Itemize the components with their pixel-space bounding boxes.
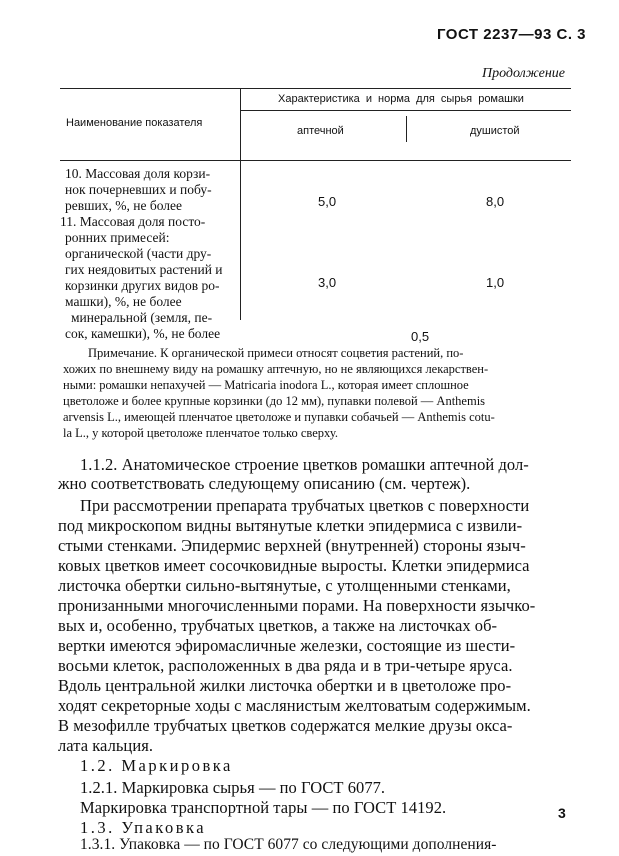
row-text-line: 11. Массовая доля посто- bbox=[60, 214, 206, 229]
subheader-fragrant: душистой bbox=[470, 125, 520, 137]
standard-header: ГОСТ 2237—93 С. 3 bbox=[437, 26, 586, 43]
row-text-line: минеральной (земля, пе- bbox=[71, 310, 213, 325]
section-121b: Маркировка транспортной тары — по ГОСТ 14192. bbox=[80, 798, 447, 817]
group-header: Характеристика и норма для сырья ромашки bbox=[278, 93, 524, 105]
body-line: жно соответствовать следующему описанию (см. чертеж). bbox=[58, 474, 471, 493]
body-line: 1.1.2. Анатомическое строение цветков ромашки аптечной дол- bbox=[80, 455, 529, 474]
table-header-rule bbox=[60, 160, 571, 161]
value-row10-fragrant: 8,0 bbox=[486, 194, 505, 209]
row-text-line: нок почерневших и побу- bbox=[65, 182, 212, 197]
table-subcol-divider bbox=[406, 116, 407, 142]
note-line: цветоложе и более крупные корзинки (до 12 мм), пупавки полевой — Anthemis bbox=[63, 394, 486, 408]
body-line: В мезофилле трубчатых цветков содержатся мелкие друзы окса- bbox=[58, 716, 513, 735]
continuation-label: Продолжение bbox=[482, 66, 565, 81]
note-line: arvensis L., имеющей пленчатое цветоложе и пупавки собачьей — Anthemis cotu- bbox=[63, 410, 495, 424]
note-line: Примечание. К органической примеси относят соцветия растений, по- bbox=[88, 346, 464, 360]
note-line: ными: ромашки непахучей — Matricaria inodora L., которая имеет сплошное bbox=[63, 378, 469, 392]
value-mineral-common: 0,5 bbox=[411, 329, 430, 344]
row-text-line: ревших, %, не более bbox=[65, 198, 182, 213]
section-121: 1.2.1. Маркировка сырья — по ГОСТ 6077. bbox=[80, 778, 386, 797]
table-top-rule bbox=[60, 88, 571, 89]
body-line: стыми стенками. Эпидермис верхней (внутренней) стороны языч- bbox=[58, 536, 526, 555]
body-line: При рассмотрении препарата трубчатых цветков с поверхности bbox=[80, 496, 530, 515]
row-text-line: гих неядовитых растений и bbox=[65, 262, 223, 277]
value-organic-fragrant: 1,0 bbox=[486, 275, 505, 290]
body-line: вых и, особенно, трубчатых цветков, а также на листочках об- bbox=[58, 616, 498, 635]
body-line: пронизанными многочисленными порами. На поверхности язычко- bbox=[58, 596, 536, 615]
section-heading-packaging: 1.3. Упаковка bbox=[80, 818, 207, 837]
subheader-pharm: аптечной bbox=[297, 125, 344, 137]
row-text-line: корзинки других видов ро- bbox=[65, 278, 220, 293]
body-line: ковых цветков имеет сосочковидные выросты. Клетки эпидермиса bbox=[58, 556, 530, 575]
row-text-line: органической (части дру- bbox=[65, 246, 212, 261]
section-131-line1: 1.3.1. Упаковка — по ГОСТ 6077 со следующими дополнения- bbox=[80, 836, 497, 853]
row-text-line: 10. Массовая доля корзи- bbox=[65, 166, 211, 181]
section-heading-marking: 1.2. Маркировка bbox=[80, 756, 233, 775]
body-line: ходят секреторные ходы с маслянистым желтоватым содержимым. bbox=[58, 696, 531, 715]
body-line: листочка обертки сильно-вытянутые, с утолщенными стенками, bbox=[58, 576, 511, 595]
column-name-header: Наименование показателя bbox=[66, 117, 203, 129]
body-line: вертки имеются эфиромасличные железки, состоящие из шести- bbox=[58, 636, 516, 655]
note-line: хожих по внешнему виду на ромашку аптечную, но не являющихся лекарствен- bbox=[63, 362, 489, 376]
body-line: под микроскопом видны вытянутые клетки эпидермиса с извили- bbox=[58, 516, 523, 535]
table-col-divider bbox=[240, 88, 241, 320]
body-line: лата кальция. bbox=[58, 736, 154, 755]
table-subheader-rule bbox=[241, 110, 571, 111]
row-text-line: ронних примесей: bbox=[65, 230, 170, 245]
page-number: 3 bbox=[558, 805, 567, 821]
body-line: восьми клеток, расположенных в два ряда и в три-четыре яруса. bbox=[58, 656, 513, 675]
value-row10-pharm: 5,0 bbox=[318, 194, 337, 209]
note-line: la L., у которой цветоложе пленчатое только сверху. bbox=[63, 426, 338, 440]
body-line: Вдоль центральной жилки листочка обертки и в цветоложе про- bbox=[58, 676, 512, 695]
row-text-line: сок, камешки), %, не более bbox=[65, 326, 221, 341]
row-text-line: машки), %, не более bbox=[65, 294, 182, 309]
value-organic-pharm: 3,0 bbox=[318, 275, 337, 290]
